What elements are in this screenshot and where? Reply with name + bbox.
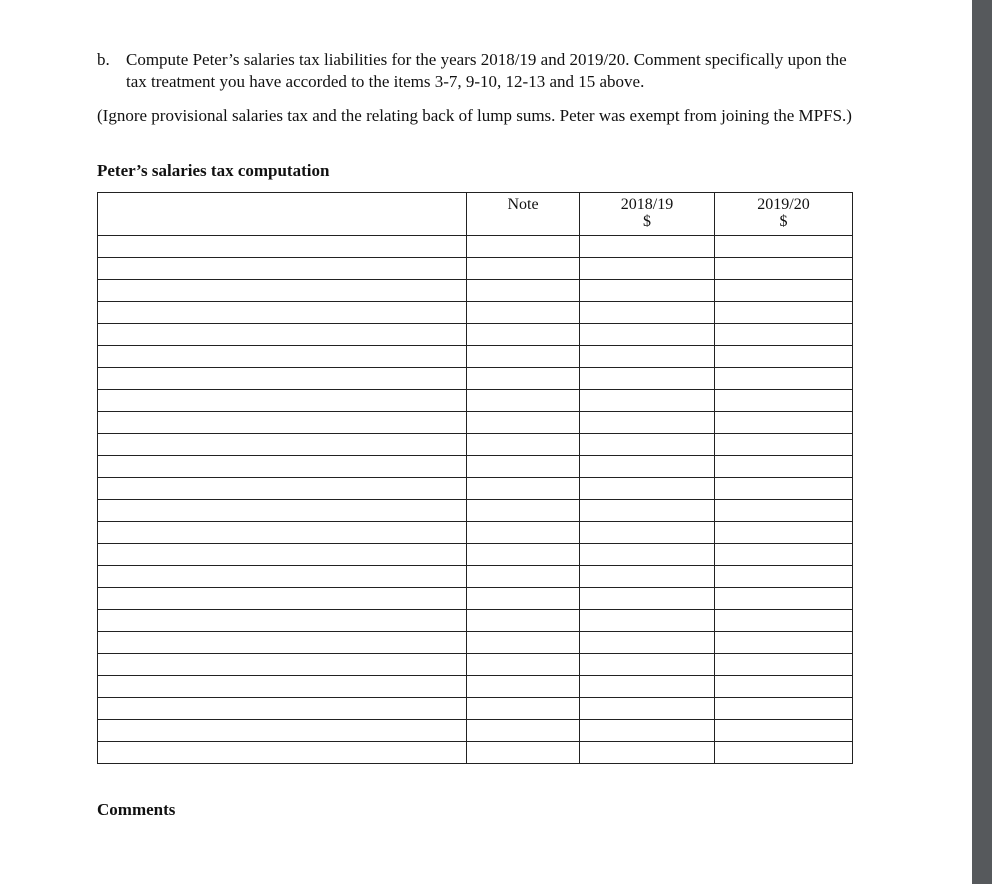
year2-cell[interactable] <box>715 632 853 654</box>
year1-cell[interactable] <box>580 346 715 368</box>
description-cell[interactable] <box>98 346 467 368</box>
table-row <box>98 412 853 434</box>
year1-cell[interactable] <box>580 434 715 456</box>
year1-cell[interactable] <box>580 500 715 522</box>
description-cell[interactable] <box>98 632 467 654</box>
header-year2-cell[interactable] <box>715 193 853 236</box>
description-cell[interactable] <box>98 566 467 588</box>
instruction-note: (Ignore provisional salaries tax and the relating back of lump sums. Peter was exempt from joining the MPFS.) <box>97 106 852 125</box>
table-row <box>98 478 853 500</box>
table-row <box>98 610 853 632</box>
table-row <box>98 390 853 412</box>
year1-cell[interactable] <box>580 478 715 500</box>
question-text: Compute Peter’s salaries tax liabilities for the years 2018/19 and 2019/20. Comment specifically upon the tax treatment you have accorded to the items 3-7, 9-10, 12-13 and 15 above. <box>126 50 847 91</box>
year2-cell[interactable] <box>715 610 853 632</box>
note-cell[interactable] <box>467 544 580 566</box>
year2-cell[interactable] <box>715 258 853 280</box>
description-cell[interactable] <box>98 522 467 544</box>
description-cell[interactable] <box>98 236 467 258</box>
note-cell[interactable] <box>467 412 580 434</box>
year2-cell[interactable] <box>715 676 853 698</box>
year1-cell[interactable] <box>580 522 715 544</box>
note-cell[interactable] <box>467 324 580 346</box>
year2-cell[interactable] <box>715 390 853 412</box>
year2-cell[interactable] <box>715 412 853 434</box>
header-year2-label: 2019/20 <box>757 196 810 213</box>
description-cell[interactable] <box>98 434 467 456</box>
header-year1-cell[interactable] <box>580 193 715 236</box>
description-cell[interactable] <box>98 478 467 500</box>
note-cell[interactable] <box>467 632 580 654</box>
description-cell[interactable] <box>98 500 467 522</box>
year1-cell[interactable] <box>580 258 715 280</box>
table-row <box>98 346 853 368</box>
note-cell[interactable] <box>467 720 580 742</box>
description-cell[interactable] <box>98 742 467 764</box>
year2-cell[interactable] <box>715 654 853 676</box>
table-row <box>98 720 853 742</box>
note-cell[interactable] <box>467 654 580 676</box>
note-cell[interactable] <box>467 610 580 632</box>
note-cell[interactable] <box>467 478 580 500</box>
table-row <box>98 368 853 390</box>
description-cell[interactable] <box>98 588 467 610</box>
note-cell[interactable] <box>467 434 580 456</box>
description-cell[interactable] <box>98 390 467 412</box>
year2-cell[interactable] <box>715 742 853 764</box>
year2-cell[interactable] <box>715 544 853 566</box>
table-row <box>98 258 853 280</box>
year1-cell[interactable] <box>580 324 715 346</box>
table-row <box>98 698 853 720</box>
note-cell[interactable] <box>467 522 580 544</box>
note-cell[interactable] <box>467 676 580 698</box>
note-cell[interactable] <box>467 566 580 588</box>
description-cell[interactable] <box>98 610 467 632</box>
year2-cell[interactable] <box>715 500 853 522</box>
description-cell[interactable] <box>98 654 467 676</box>
year1-cell[interactable] <box>580 676 715 698</box>
table-row <box>98 500 853 522</box>
table-row <box>98 632 853 654</box>
header-year1-label: 2018/19 <box>620 196 674 213</box>
description-cell[interactable] <box>98 698 467 720</box>
note-cell[interactable] <box>467 500 580 522</box>
year1-cell[interactable] <box>580 720 715 742</box>
note-cell[interactable] <box>467 258 580 280</box>
table-row <box>98 742 853 764</box>
year2-cell[interactable] <box>715 588 853 610</box>
note-cell[interactable] <box>467 456 580 478</box>
year2-cell[interactable] <box>715 302 853 324</box>
description-cell[interactable] <box>98 280 467 302</box>
table-row <box>98 522 853 544</box>
note-cell[interactable] <box>467 302 580 324</box>
description-cell[interactable] <box>98 258 467 280</box>
table-row <box>98 456 853 478</box>
year2-cell[interactable] <box>715 456 853 478</box>
scrollbar-track[interactable] <box>972 0 992 884</box>
table-row <box>98 676 853 698</box>
question-marker: b. <box>97 50 110 69</box>
note-cell[interactable] <box>467 368 580 390</box>
header-year1-unit: $ <box>643 213 651 230</box>
year2-cell[interactable] <box>715 346 853 368</box>
tax-computation-table <box>97 192 853 764</box>
description-cell[interactable] <box>98 324 467 346</box>
year1-cell[interactable] <box>580 544 715 566</box>
year2-cell[interactable] <box>715 478 853 500</box>
year2-cell[interactable] <box>715 698 853 720</box>
year1-cell[interactable] <box>580 280 715 302</box>
year2-cell[interactable] <box>715 280 853 302</box>
year1-cell[interactable] <box>580 302 715 324</box>
year1-cell[interactable] <box>580 456 715 478</box>
year1-cell[interactable] <box>580 390 715 412</box>
description-cell[interactable] <box>98 720 467 742</box>
note-cell[interactable] <box>467 236 580 258</box>
description-cell[interactable] <box>98 368 467 390</box>
header-year2-unit: $ <box>779 213 788 230</box>
year2-cell[interactable] <box>715 236 853 258</box>
table-row <box>98 588 853 610</box>
header-description-cell[interactable] <box>98 193 467 236</box>
header-note-label: Note <box>507 196 539 213</box>
description-cell[interactable] <box>98 676 467 698</box>
year2-cell[interactable] <box>715 368 853 390</box>
year1-cell[interactable] <box>580 412 715 434</box>
note-cell[interactable] <box>467 588 580 610</box>
year1-cell[interactable] <box>580 654 715 676</box>
table-row <box>98 434 853 456</box>
year1-cell[interactable] <box>580 588 715 610</box>
note-cell[interactable] <box>467 280 580 302</box>
year1-cell[interactable] <box>580 610 715 632</box>
year2-cell[interactable] <box>715 522 853 544</box>
table-row <box>98 236 853 258</box>
description-cell[interactable] <box>98 412 467 434</box>
note-cell[interactable] <box>467 390 580 412</box>
year2-cell[interactable] <box>715 434 853 456</box>
description-cell[interactable] <box>98 456 467 478</box>
year2-cell[interactable] <box>715 566 853 588</box>
year1-cell[interactable] <box>580 236 715 258</box>
table-header-row <box>98 193 853 236</box>
note-cell[interactable] <box>467 698 580 720</box>
comments-heading: Comments <box>97 800 176 819</box>
description-cell[interactable] <box>98 544 467 566</box>
note-cell[interactable] <box>467 742 580 764</box>
year1-cell[interactable] <box>580 742 715 764</box>
year1-cell[interactable] <box>580 566 715 588</box>
year1-cell[interactable] <box>580 368 715 390</box>
table-row <box>98 324 853 346</box>
table-row <box>98 654 853 676</box>
year2-cell[interactable] <box>715 324 853 346</box>
table-row <box>98 302 853 324</box>
year2-cell[interactable] <box>715 720 853 742</box>
description-cell[interactable] <box>98 302 467 324</box>
section-title: Peter’s salaries tax computation <box>97 161 330 180</box>
table-row <box>98 566 853 588</box>
table-row <box>98 544 853 566</box>
year1-cell[interactable] <box>580 632 715 654</box>
year1-cell[interactable] <box>580 698 715 720</box>
note-cell[interactable] <box>467 346 580 368</box>
table-row <box>98 280 853 302</box>
header-note-cell[interactable] <box>467 193 580 236</box>
